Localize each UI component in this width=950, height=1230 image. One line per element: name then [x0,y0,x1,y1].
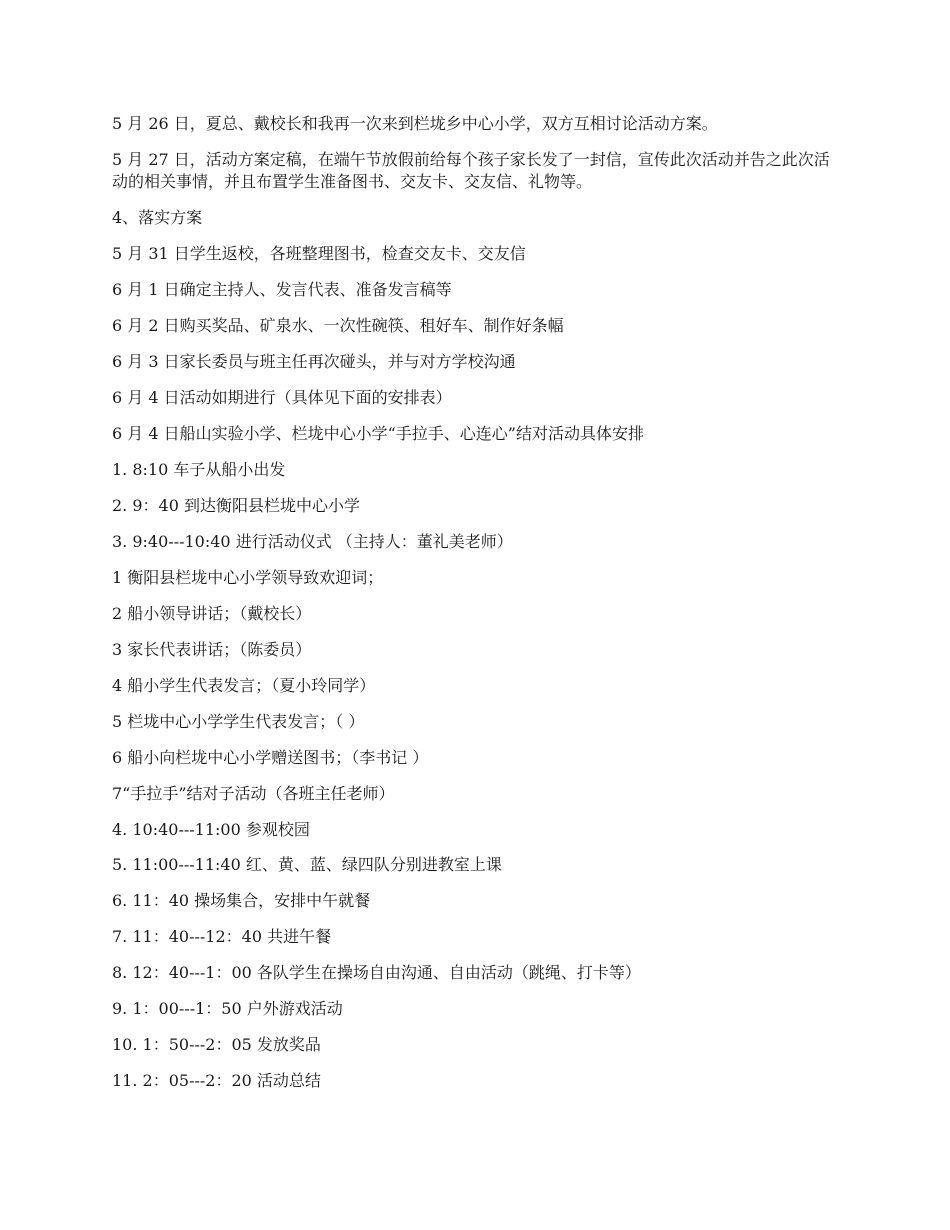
document-page [112,113,832,1106]
schedule-item: 11. 2：05---2：20 活动总结 [112,1071,321,1091]
paragraph-may31: 5 月 31 日学生返校，各班整理图书，检查交友卡、交友信 [112,243,526,263]
paragraph-may27: 5 月 27 日，活动方案定稿，在端午节放假前给每个孩子家长发了一封信，宣传此次活动并告之此次活动的相关事情，并且布置学生准备图书、交友卡、交友信、礼物等。 [112,149,830,191]
ceremony-item: 3 家长代表讲话；（陈委员） [112,639,312,659]
schedule-item: 8. 12：40---1：00 各队学生在操场自由沟通、自由活动（跳绳、打卡等） [112,963,641,983]
ceremony-item: 7“手拉手”结对子活动（各班主任老师） [112,783,395,803]
paragraph-jun1: 6 月 1 日确定主持人、发言代表、准备发言稿等 [112,279,452,299]
paragraph-may26: 5 月 26 日，夏总、戴校长和我再一次来到栏垅乡中心小学，双方互相讨论活动方案。 [112,114,718,133]
schedule-item: 6. 11：40 操场集合，安排中午就餐 [112,891,371,911]
schedule-item: 10. 1：50---2：05 发放奖品 [112,1035,321,1055]
ceremony-item: 1 衡阳县栏垅中心小学领导致欢迎词； [112,567,384,587]
schedule-item: 9. 1：00---1：50 户外游戏活动 [112,999,343,1019]
ceremony-item: 2 船小领导讲话；（戴校长） [112,603,312,623]
schedule-item: 5. 11:00---11:40 红、黄、蓝、绿四队分别进教室上课 [112,855,502,875]
schedule-item: 4. 10:40---11:00 参观校园 [112,819,310,839]
paragraph-jun2: 6 月 2 日购买奖品、矿泉水、一次性碗筷、租好车、制作好条幅 [112,315,564,335]
paragraph-jun3: 6 月 3 日家长委员与班主任再次碰头，并与对方学校沟通 [112,351,516,371]
schedule-item: 1. 8:10 车子从船小出发 [112,459,286,479]
schedule-item: 3. 9:40---10:40 进行活动仪式 （主持人：董礼美老师） [112,531,513,551]
schedule-item: 2. 9：40 到达衡阳县栏垅中心小学 [112,495,360,515]
ceremony-item: 6 船小向栏垅中心小学赠送图书；（李书记 ） [112,747,429,767]
ceremony-item: 4 船小学生代表发言；（夏小玲同学） [112,675,376,695]
section-heading-implement-plan: 4、落实方案 [112,207,203,227]
ceremony-item: 5 栏垅中心小学学生代表发言；（ ） [112,711,365,731]
schedule-item: 7. 11：40---12：40 共进午餐 [112,927,332,947]
schedule-title: 6 月 4 日船山实验小学、栏垅中心小学“手拉手、心连心”结对活动具体安排 [112,423,644,443]
paragraph-jun4: 6 月 4 日活动如期进行（具体见下面的安排表） [112,387,452,407]
